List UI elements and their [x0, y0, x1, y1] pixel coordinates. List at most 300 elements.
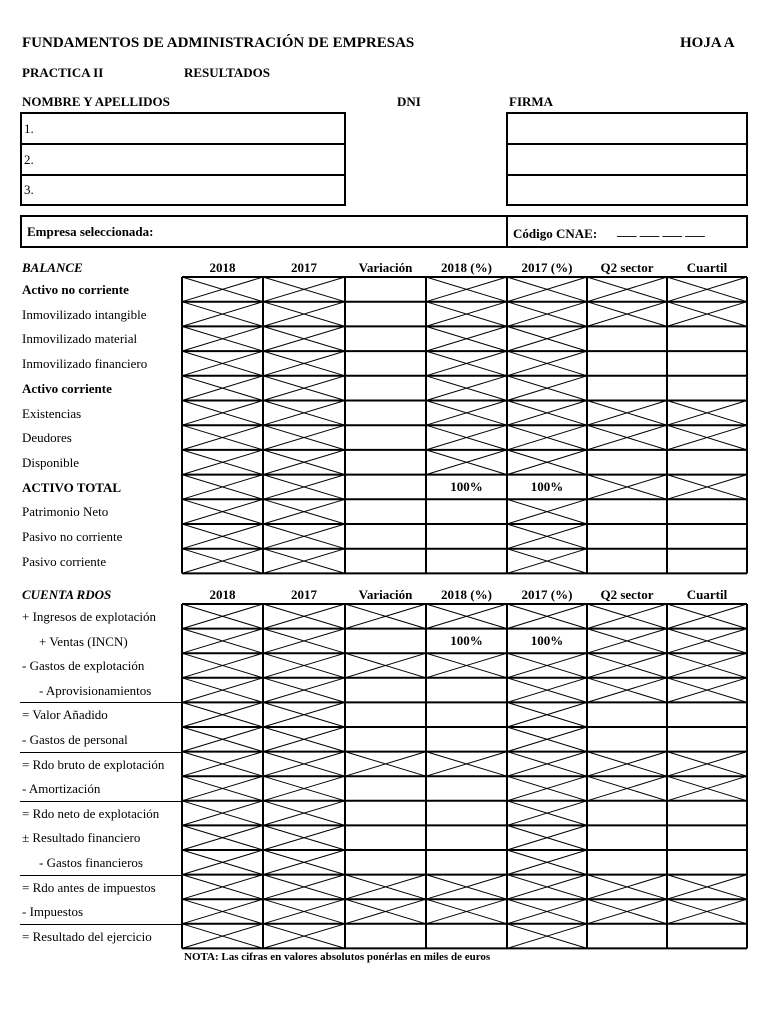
cell-value: 100% — [450, 632, 483, 648]
cell-cross — [263, 875, 345, 900]
cell-cross — [507, 549, 587, 574]
cell-cross — [587, 653, 667, 678]
cell-cross — [507, 899, 587, 924]
cell-cross — [667, 899, 747, 924]
company-box — [20, 215, 748, 248]
cell-cross — [667, 752, 747, 777]
cell-cross — [182, 277, 263, 302]
name-box — [20, 112, 346, 206]
row-label: Pasivo corriente — [22, 553, 107, 569]
signature-field-2[interactable] — [508, 145, 746, 176]
cell-cross — [182, 604, 263, 629]
company-divider — [506, 215, 508, 248]
cell-cross — [263, 801, 345, 826]
cell-cross — [667, 875, 747, 900]
cell-cross — [182, 475, 263, 500]
cell-cross — [507, 850, 587, 875]
cell-cross — [345, 899, 426, 924]
cell-cross — [182, 702, 263, 727]
cell-cross — [182, 277, 263, 302]
cell-cross — [263, 604, 345, 629]
row-label: - Amortización — [22, 781, 101, 797]
name-row-number: 1. — [24, 121, 34, 136]
cell-cross — [507, 450, 587, 475]
row-label: - Impuestos — [22, 904, 84, 920]
cell-cross — [426, 351, 507, 376]
row-label: ± Resultado financiero — [22, 830, 141, 846]
cell-cross — [426, 351, 507, 376]
column-header: 2017 — [291, 587, 317, 602]
name-row-number: 3. — [24, 182, 34, 197]
cell-cross — [182, 702, 263, 727]
cell-cross — [507, 401, 587, 426]
cell-cross — [263, 875, 345, 900]
cell-cross — [182, 629, 263, 654]
cell-cross — [507, 653, 587, 678]
cell-cross — [182, 875, 263, 900]
cell-cross — [507, 277, 587, 302]
name-row-number: 2. — [24, 152, 34, 167]
row-label: = Valor Añadido — [22, 707, 108, 723]
cell-cross — [182, 924, 263, 949]
cell-cross — [263, 524, 345, 549]
cell-cross — [263, 475, 345, 500]
column-header: 2018 (%) — [441, 260, 492, 275]
cell-cross — [263, 727, 345, 752]
cell-cross — [263, 524, 345, 549]
cell-cross — [182, 727, 263, 752]
cell-cross — [263, 629, 345, 654]
cell-cross — [182, 850, 263, 875]
cell-cross — [182, 351, 263, 376]
row-separator — [20, 924, 182, 925]
cell-cross — [263, 549, 345, 574]
cell-cross — [667, 425, 747, 450]
cell-cross — [507, 277, 587, 302]
cell-cross — [345, 653, 426, 678]
cell-cross — [182, 326, 263, 351]
cell-cross — [182, 678, 263, 703]
row-label: Activo no corriente — [22, 282, 129, 297]
signature-box — [506, 112, 748, 206]
cell-cross — [667, 475, 747, 500]
row-label: Pasivo no corriente — [22, 529, 123, 544]
cell-cross — [263, 702, 345, 727]
name-label: NOMBRE Y APELLIDOS — [22, 94, 170, 109]
cell-cross — [426, 326, 507, 351]
column-header: Cuartil — [686, 587, 728, 602]
cell-cross — [507, 450, 587, 475]
column-header: 2018 (%) — [441, 587, 492, 602]
cell-cross — [667, 277, 747, 302]
cell-cross — [263, 499, 345, 524]
balance-title: BALANCE — [22, 260, 83, 275]
row-label: Inmovilizado material — [22, 331, 138, 347]
cell-cross — [507, 604, 587, 629]
row-label: - Gastos de explotación — [22, 658, 145, 674]
cell-cross — [426, 425, 507, 450]
row-label: = Rdo antes de impuestos — [22, 879, 156, 895]
row-label: ACTIVO TOTAL — [22, 479, 122, 495]
cell-cross — [507, 604, 587, 629]
cnae-label: Código CNAE: — [513, 226, 598, 241]
cell-cross — [587, 752, 667, 777]
cell-cross — [263, 425, 345, 450]
cell-cross — [507, 776, 587, 801]
cell-cross — [587, 475, 667, 500]
cell-cross — [426, 450, 507, 475]
signature-label: FIRMA — [509, 94, 554, 109]
cell-cross — [507, 801, 587, 826]
cell-cross — [263, 850, 345, 875]
cell-cross — [263, 326, 345, 351]
cell-cross — [587, 277, 667, 302]
cell-cross — [587, 302, 667, 327]
cell-cross — [263, 850, 345, 875]
column-header: 2017 (%) — [521, 260, 573, 275]
column-header: 2018 — [209, 260, 236, 275]
cell-cross — [507, 924, 587, 949]
sheet-label: HOJA A — [680, 35, 735, 51]
row-label: - Gastos financieros — [39, 855, 143, 870]
cell-cross — [587, 425, 667, 450]
cell-cross — [507, 326, 587, 351]
cell-cross — [667, 678, 747, 703]
cell-cross — [587, 604, 667, 629]
cell-cross — [263, 924, 345, 949]
cnae-code-field[interactable]: ___ ___ ___ ___ — [617, 223, 705, 238]
cell-cross — [587, 752, 667, 777]
cell-cross — [345, 875, 426, 900]
cell-cross — [263, 899, 345, 924]
cell-cross — [587, 604, 667, 629]
signature-field-1[interactable] — [508, 114, 746, 145]
cell-cross — [667, 752, 747, 777]
cell-cross — [426, 326, 507, 351]
cell-cross — [263, 629, 345, 654]
cell-cross — [587, 401, 667, 426]
cell-cross — [507, 801, 587, 826]
cell-cross — [182, 524, 263, 549]
cell-cross — [507, 524, 587, 549]
cell-cross — [263, 549, 345, 574]
column-header: Cuartil — [686, 260, 728, 275]
cell-cross — [587, 776, 667, 801]
company-label: Empresa seleccionada: — [27, 224, 154, 239]
cell-cross — [263, 450, 345, 475]
cell-cross — [667, 302, 747, 327]
cell-cross — [263, 653, 345, 678]
cell-cross — [182, 629, 263, 654]
cell-cross — [182, 604, 263, 629]
name-field-1[interactable] — [22, 114, 344, 145]
row-label: Disponible — [22, 454, 80, 470]
footnote: NOTA: Las cifras en valores absolutos ponérlas en miles de euros — [184, 951, 491, 963]
cell-cross — [507, 678, 587, 703]
name-field-2[interactable] — [22, 145, 344, 176]
cell-value: 100% — [530, 632, 564, 648]
cell-cross — [667, 604, 747, 629]
cell-cross — [426, 302, 507, 327]
cell-cross — [263, 302, 345, 327]
cell-cross — [345, 604, 426, 629]
cell-cross — [182, 875, 263, 900]
cell-cross — [667, 604, 747, 629]
cell-cross — [507, 752, 587, 777]
cell-cross — [263, 450, 345, 475]
cell-cross — [667, 875, 747, 900]
cell-cross — [182, 727, 263, 752]
cell-cross — [507, 376, 587, 401]
cell-cross — [426, 277, 507, 302]
cell-cross — [507, 549, 587, 574]
cell-cross — [263, 678, 345, 703]
cell-cross — [507, 825, 587, 850]
cell-cross — [182, 801, 263, 826]
cell-cross — [263, 376, 345, 401]
cell-cross — [587, 425, 667, 450]
cell-cross — [182, 825, 263, 850]
cell-cross — [507, 727, 587, 752]
cell-cross — [263, 475, 345, 500]
name-field-3[interactable] — [22, 176, 344, 204]
cell-cross — [182, 401, 263, 426]
cell-cross — [507, 899, 587, 924]
cell-cross — [507, 924, 587, 949]
column-header: Q2 sector — [600, 260, 654, 275]
cell-cross — [182, 425, 263, 450]
row-label: - Aprovisionamientos — [39, 682, 152, 698]
cell-cross — [426, 899, 507, 924]
cell-cross — [426, 604, 507, 629]
cell-cross — [426, 899, 507, 924]
cell-cross — [182, 899, 263, 924]
cell-cross — [182, 899, 263, 924]
cell-cross — [667, 678, 747, 703]
cell-cross — [587, 776, 667, 801]
cell-cross — [263, 604, 345, 629]
cell-cross — [182, 351, 263, 376]
practice-label: PRACTICA II — [22, 65, 104, 80]
cell-cross — [263, 924, 345, 949]
cell-cross — [667, 629, 747, 654]
cell-cross — [263, 752, 345, 777]
cell-cross — [263, 752, 345, 777]
cell-cross — [263, 351, 345, 376]
cell-cross — [263, 401, 345, 426]
cell-cross — [263, 326, 345, 351]
cell-cross — [182, 499, 263, 524]
cell-cross — [426, 875, 507, 900]
cell-cross — [263, 302, 345, 327]
cell-cross — [345, 899, 426, 924]
cell-cross — [345, 752, 426, 777]
cell-cross — [667, 899, 747, 924]
cell-cross — [507, 425, 587, 450]
cell-cross — [667, 776, 747, 801]
cell-cross — [263, 801, 345, 826]
cell-cross — [667, 653, 747, 678]
cell-cross — [263, 702, 345, 727]
cell-cross — [263, 401, 345, 426]
row-separator — [20, 702, 182, 703]
cell-cross — [507, 351, 587, 376]
cell-cross — [263, 776, 345, 801]
cell-cross — [507, 776, 587, 801]
row-label: Activo corriente — [22, 380, 112, 396]
cell-cross — [182, 549, 263, 574]
cell-cross — [587, 629, 667, 654]
cell-cross — [587, 875, 667, 900]
cell-cross — [587, 678, 667, 703]
row-label: = Resultado del ejercicio — [22, 928, 152, 944]
cell-cross — [507, 850, 587, 875]
dni-label: DNI — [397, 94, 421, 109]
cell-cross — [182, 499, 263, 524]
cell-cross — [263, 776, 345, 801]
cell-cross — [667, 401, 747, 426]
cell-cross — [507, 326, 587, 351]
cell-cross — [507, 825, 587, 850]
cell-cross — [182, 678, 263, 703]
row-label: Existencias — [22, 405, 82, 421]
cell-cross — [426, 653, 507, 678]
cell-cross — [587, 899, 667, 924]
cell-cross — [182, 549, 263, 574]
row-label: = Rdo neto de explotación — [22, 805, 160, 821]
cell-cross — [182, 524, 263, 549]
cell-cross — [263, 499, 345, 524]
cell-cross — [182, 776, 263, 801]
cell-cross — [667, 629, 747, 654]
cell-cross — [507, 302, 587, 327]
row-label: - Gastos de personal — [22, 732, 128, 747]
cell-cross — [587, 475, 667, 500]
cell-cross — [507, 702, 587, 727]
row-separator — [20, 801, 182, 802]
column-header: 2018 — [209, 587, 236, 602]
cell-cross — [182, 752, 263, 777]
cell-cross — [507, 875, 587, 900]
cell-cross — [182, 376, 263, 401]
cell-cross — [182, 425, 263, 450]
cell-cross — [182, 401, 263, 426]
cell-cross — [507, 702, 587, 727]
cell-cross — [507, 499, 587, 524]
cell-cross — [426, 653, 507, 678]
cell-cross — [182, 801, 263, 826]
row-separator — [20, 752, 182, 753]
cell-cross — [426, 401, 507, 426]
cell-value: 100% — [450, 478, 483, 494]
cell-cross — [263, 727, 345, 752]
document-title: FUNDAMENTOS DE ADMINISTRACIÓN DE EMPRESAS — [22, 35, 415, 51]
cell-cross — [182, 302, 263, 327]
cell-cross — [507, 499, 587, 524]
cell-cross — [263, 825, 345, 850]
row-label: Patrimonio Neto — [22, 504, 109, 520]
row-separator — [20, 875, 182, 876]
cell-cross — [667, 277, 747, 302]
cell-cross — [426, 752, 507, 777]
cell-cross — [263, 825, 345, 850]
cell-cross — [263, 376, 345, 401]
cell-value: 100% — [530, 478, 564, 494]
cell-cross — [263, 425, 345, 450]
row-label: + Ventas (INCN) — [39, 633, 128, 649]
cell-cross — [587, 678, 667, 703]
cell-cross — [667, 401, 747, 426]
cell-cross — [507, 524, 587, 549]
cell-cross — [182, 450, 263, 475]
cell-cross — [182, 776, 263, 801]
cell-cross — [345, 875, 426, 900]
cell-cross — [507, 727, 587, 752]
cell-cross — [182, 376, 263, 401]
cell-cross — [426, 376, 507, 401]
cell-cross — [587, 277, 667, 302]
cell-cross — [263, 653, 345, 678]
cell-cross — [426, 450, 507, 475]
cell-cross — [182, 850, 263, 875]
cell-cross — [426, 401, 507, 426]
cell-cross — [182, 326, 263, 351]
cell-cross — [263, 277, 345, 302]
cell-cross — [507, 752, 587, 777]
cell-cross — [667, 475, 747, 500]
cell-cross — [426, 425, 507, 450]
cell-cross — [263, 899, 345, 924]
cell-cross — [667, 653, 747, 678]
cell-cross — [182, 302, 263, 327]
cell-cross — [667, 425, 747, 450]
cell-cross — [587, 401, 667, 426]
cell-cross — [182, 752, 263, 777]
cell-cross — [667, 776, 747, 801]
column-header: Variación — [358, 587, 413, 602]
cell-cross — [507, 875, 587, 900]
row-label: + Ingresos de explotación — [22, 609, 157, 624]
cell-cross — [182, 450, 263, 475]
cell-cross — [587, 899, 667, 924]
row-label: Inmovilizado financiero — [22, 356, 148, 372]
signature-field-3[interactable] — [508, 176, 746, 204]
column-header: Q2 sector — [600, 587, 654, 602]
cell-cross — [507, 678, 587, 703]
cell-cross — [182, 653, 263, 678]
cell-cross — [507, 653, 587, 678]
cell-cross — [426, 302, 507, 327]
cell-cross — [507, 351, 587, 376]
column-header: 2017 (%) — [521, 587, 573, 602]
cell-cross — [507, 302, 587, 327]
cell-cross — [263, 277, 345, 302]
cell-cross — [263, 678, 345, 703]
cell-cross — [587, 629, 667, 654]
cell-cross — [345, 752, 426, 777]
section-label: RESULTADOS — [184, 65, 270, 80]
cell-cross — [345, 653, 426, 678]
cell-cross — [426, 604, 507, 629]
cell-cross — [263, 351, 345, 376]
cell-cross — [426, 752, 507, 777]
cell-cross — [507, 425, 587, 450]
cell-cross — [587, 875, 667, 900]
cell-cross — [587, 302, 667, 327]
cell-cross — [667, 302, 747, 327]
cell-cross — [345, 604, 426, 629]
row-label: = Rdo bruto de explotación — [22, 756, 165, 772]
